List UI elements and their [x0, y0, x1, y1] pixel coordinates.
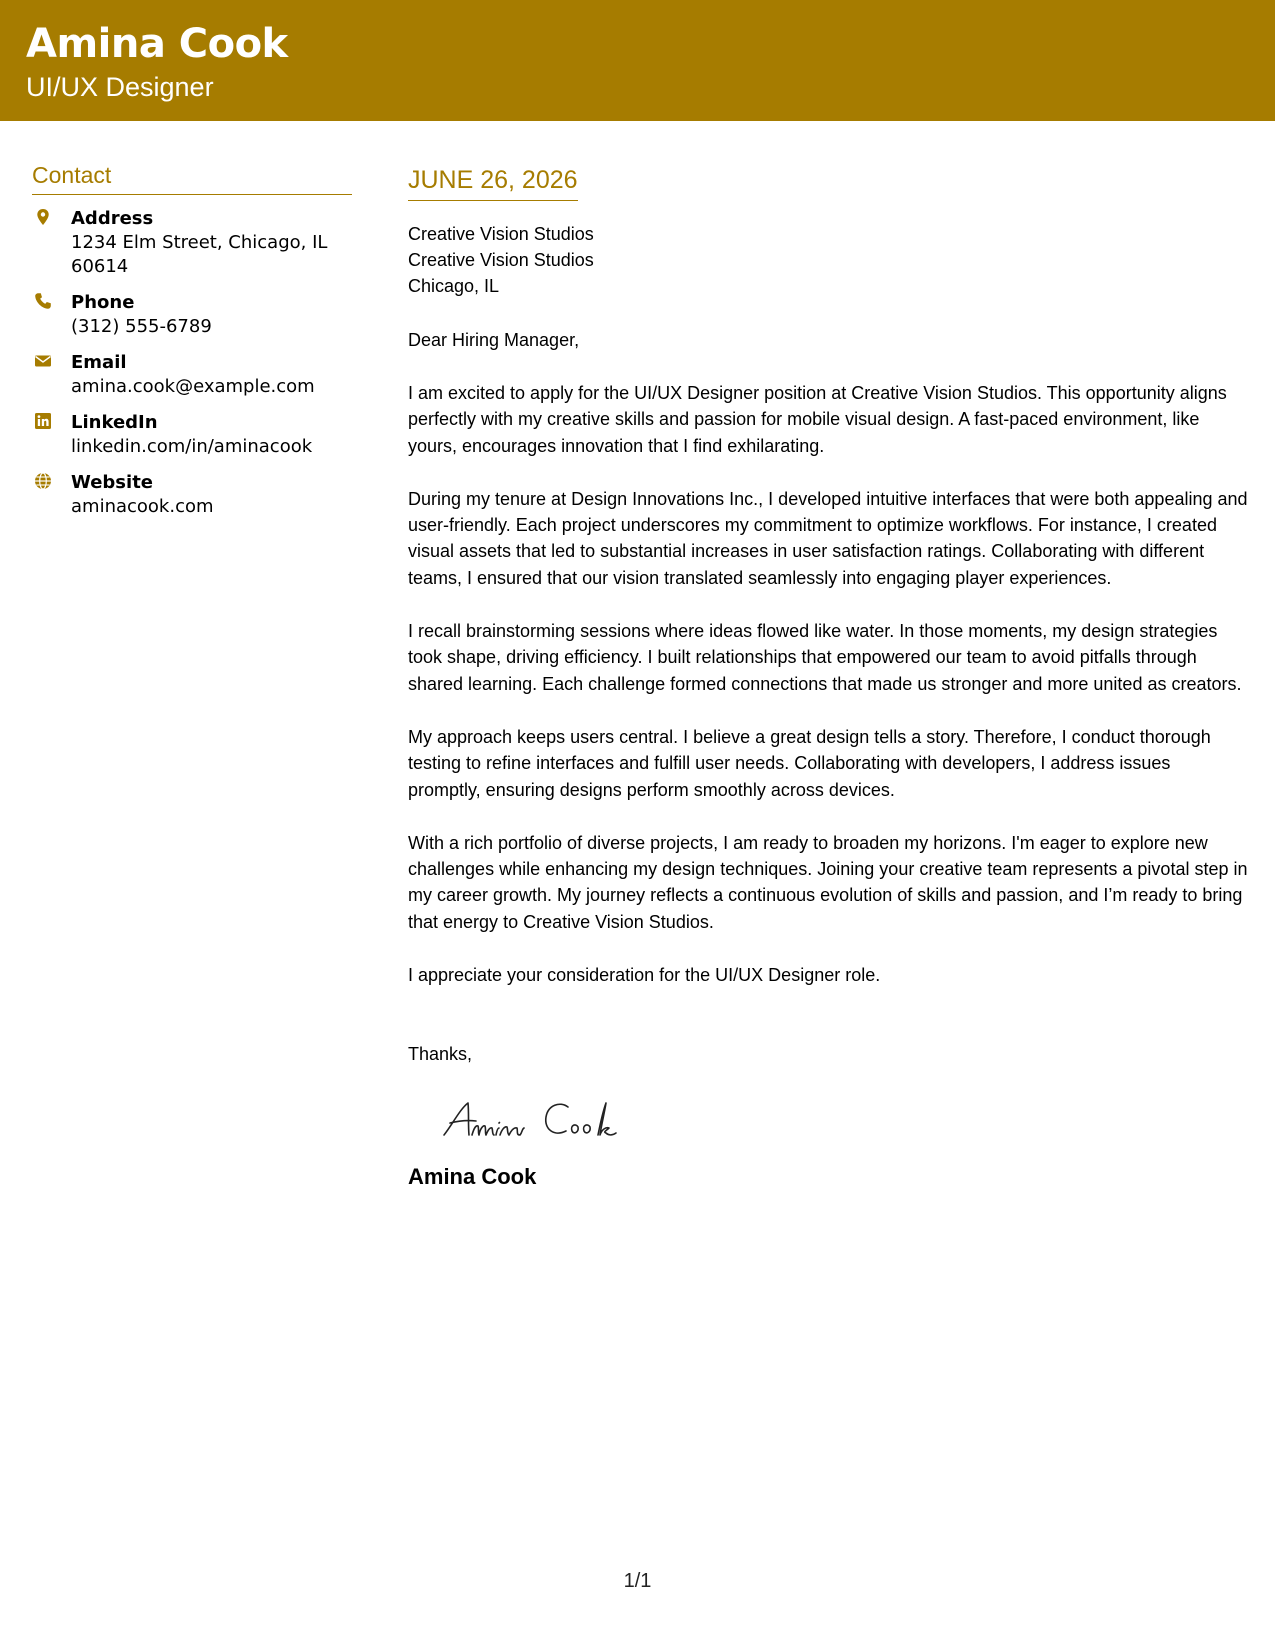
website-value: aminacook.com [71, 495, 214, 517]
body-paragraph: I recall brainstorming sessions where ideas flowed like water. In those moments, my design strategies took shape, driving efficiency. I built relationships that empowered our team to avoid pitfalls through shared learning. Each challenge formed connections that made us stronger and more united as creators. [408, 621, 1242, 694]
contact-item-email [32, 351, 352, 399]
recipient-line: Creative Vision Studios [408, 224, 594, 244]
contact-item-linkedin [32, 411, 352, 459]
phone-icon [34, 292, 52, 310]
address-value: 1234 Elm Street, Chicago, IL 60614 [71, 231, 328, 277]
contact-label: Email [71, 351, 127, 373]
contact-label: Phone [71, 291, 135, 313]
body-paragraph: I appreciate your consideration for the UI/UX Designer role. [408, 965, 881, 986]
header-banner [0, 0, 1275, 121]
signed-name: Amina Cook [408, 1164, 537, 1190]
globe-icon [34, 472, 52, 490]
recipient-line: Creative Vision Studios [408, 250, 594, 270]
salutation: Dear Hiring Manager, [408, 330, 580, 350]
body-paragraph: My approach keeps users central. I believe a great design tells a story. Therefore, I conduct thorough testing to refine interfaces and fulfill user needs. Collaborating with developers, I address issues promptly, ensuring designs perform smoothly across devices. [408, 726, 1211, 800]
applicant-name: Amina Cook [26, 21, 288, 67]
contact-sidebar [32, 162, 352, 519]
email-value: amina.cook@example.com [71, 375, 315, 397]
contact-section-title: Contact [32, 162, 352, 195]
page-number: 1/1 [623, 1570, 652, 1592]
recipient-block [408, 221, 1248, 299]
applicant-role: UI/UX Designer [26, 72, 214, 102]
phone-value: (312) 555-6789 [71, 315, 212, 337]
letter-date: JUNE 26, 2026 [408, 165, 578, 201]
contact-list [32, 207, 352, 519]
recipient-line: Chicago, IL [408, 276, 500, 296]
contact-label: Address [71, 207, 154, 229]
body-paragraph: During my tenure at Design Innovations Inc., I developed intuitive interfaces that were both appealing and user-friendly. Each project underscores my commitment to optimize workflows. For instance, I created visual assets that led to substantial increases in user satisfaction ratings. Collaborating with different teams, I ensured that our vision translated seamlessly into engaging player experiences. [408, 488, 1248, 588]
closing: Thanks, [408, 1044, 473, 1065]
letter-body [408, 165, 1248, 1191]
contact-label: LinkedIn [71, 411, 158, 433]
handwritten-signature [438, 1095, 638, 1145]
linkedin-icon [34, 412, 52, 430]
contact-item-website [32, 471, 352, 519]
body-paragraph: I am excited to apply for the UI/UX Designer position at Creative Vision Studios. This opportunity aligns perfectly with my creative skills and passion for mobile visual design. A fast-paced environment, like yours, encourages innovation that I find exhilarating. [408, 383, 1227, 456]
map-pin-icon [34, 208, 52, 226]
contact-item-phone [32, 291, 352, 339]
contact-label: Website [71, 471, 154, 493]
body-paragraph: With a rich portfolio of diverse projects, I am ready to broaden my horizons. I'm eager to explore new challenges while enhancing my design techniques. Joining your creative team represents a pivotal step in my career growth. My journey reflects a continuous evolution of skills and passion, and I’m ready to bring that energy to Creative Vision Studios. [408, 832, 1248, 932]
envelope-icon [34, 352, 52, 370]
contact-item-address [32, 207, 352, 279]
linkedin-value: linkedin.com/in/aminacook [71, 435, 313, 457]
